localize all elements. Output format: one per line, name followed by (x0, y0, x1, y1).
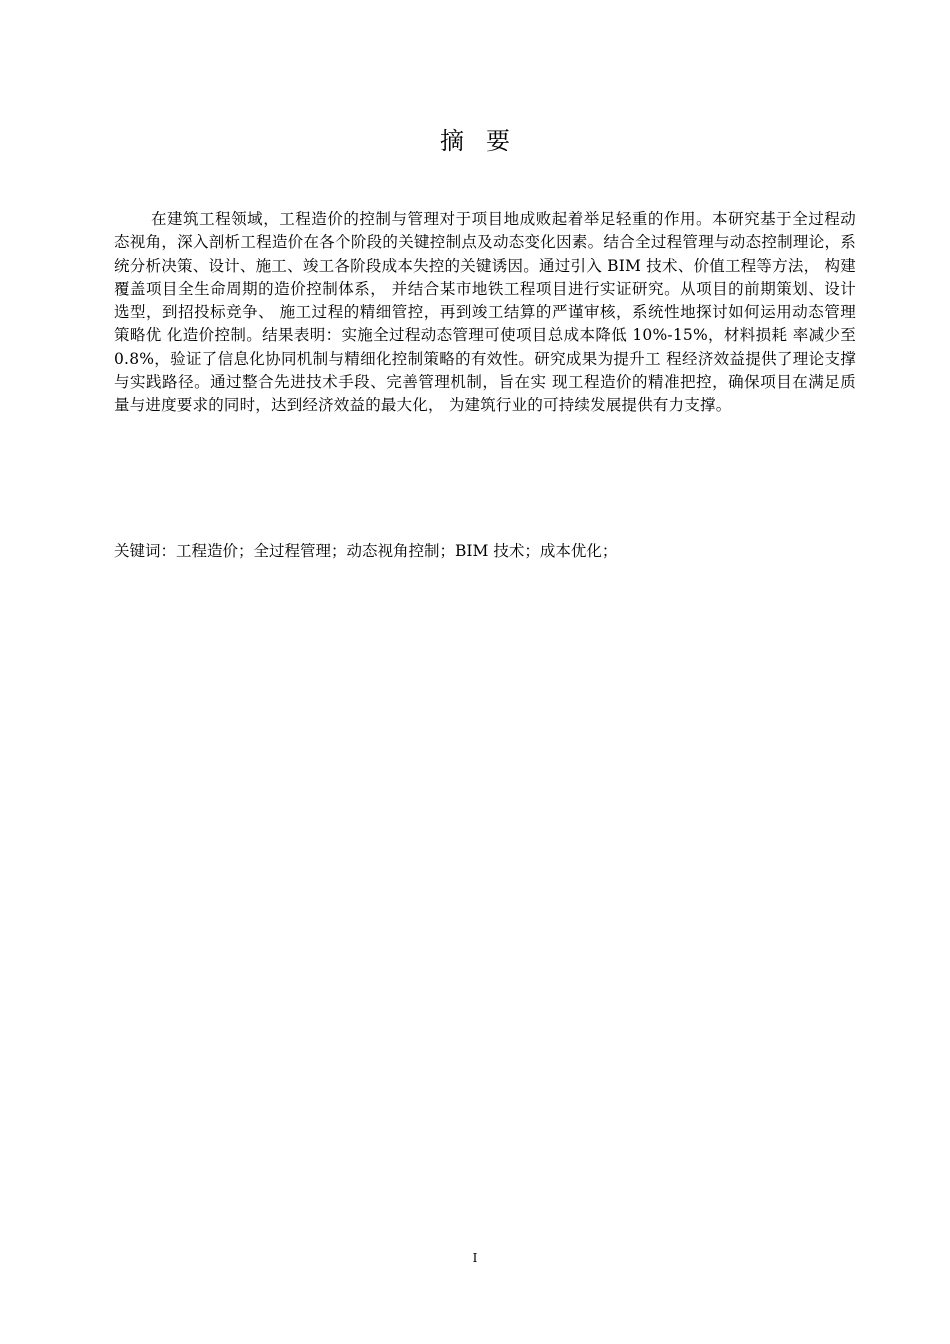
page-title: 摘要 (440, 127, 532, 155)
abstract-paragraph: 在建筑工程领域，工程造价的控制与管理对于项目地成败起着举足轻重的作用。本研究基于全过程动态视角，深入剖析工程造价在各个阶段的关键控制点及动态变化因素。结合全过程管理与动态控制理论，系统分析决策、设计、施工、竣工各阶段成本失控的关键诱因。通过引入 BIM 技术、价值工程等方法， 构建覆盖项目全生命周期的造价控制体系， 并结合某市地铁工程项目进行实证研究。从项目的前期策划、设计选型，到招投标竞争、 施工过程的精细管控，再到竣工结算的严谨审核，系统性地探讨如何运用动态管理策略优 化造价控制。结果表明：实施全过程动态管理可使项目总成本降低 10%-15%，材料损耗 率减少至 0.8%，验证了信息化协同机制与精细化控制策略的有效性。研究成果为提升工 程经济效益提供了理论支撑与实践路径。通过整合先进技术手段、完善管理机制，旨在实 现工程造价的精准把控，确保项目在满足质量与进度要求的同时，达到经济效益的最大化， 为建筑行业的可持续发展提供有力支撑。 (114, 210, 856, 415)
keywords-list: 工程造价；全过程管理；动态视角控制；BIM 技术；成本优化； (176, 542, 618, 560)
keywords-label: 关键词： (114, 542, 177, 560)
keywords-line (114, 540, 856, 563)
page-number: I (472, 1251, 478, 1265)
